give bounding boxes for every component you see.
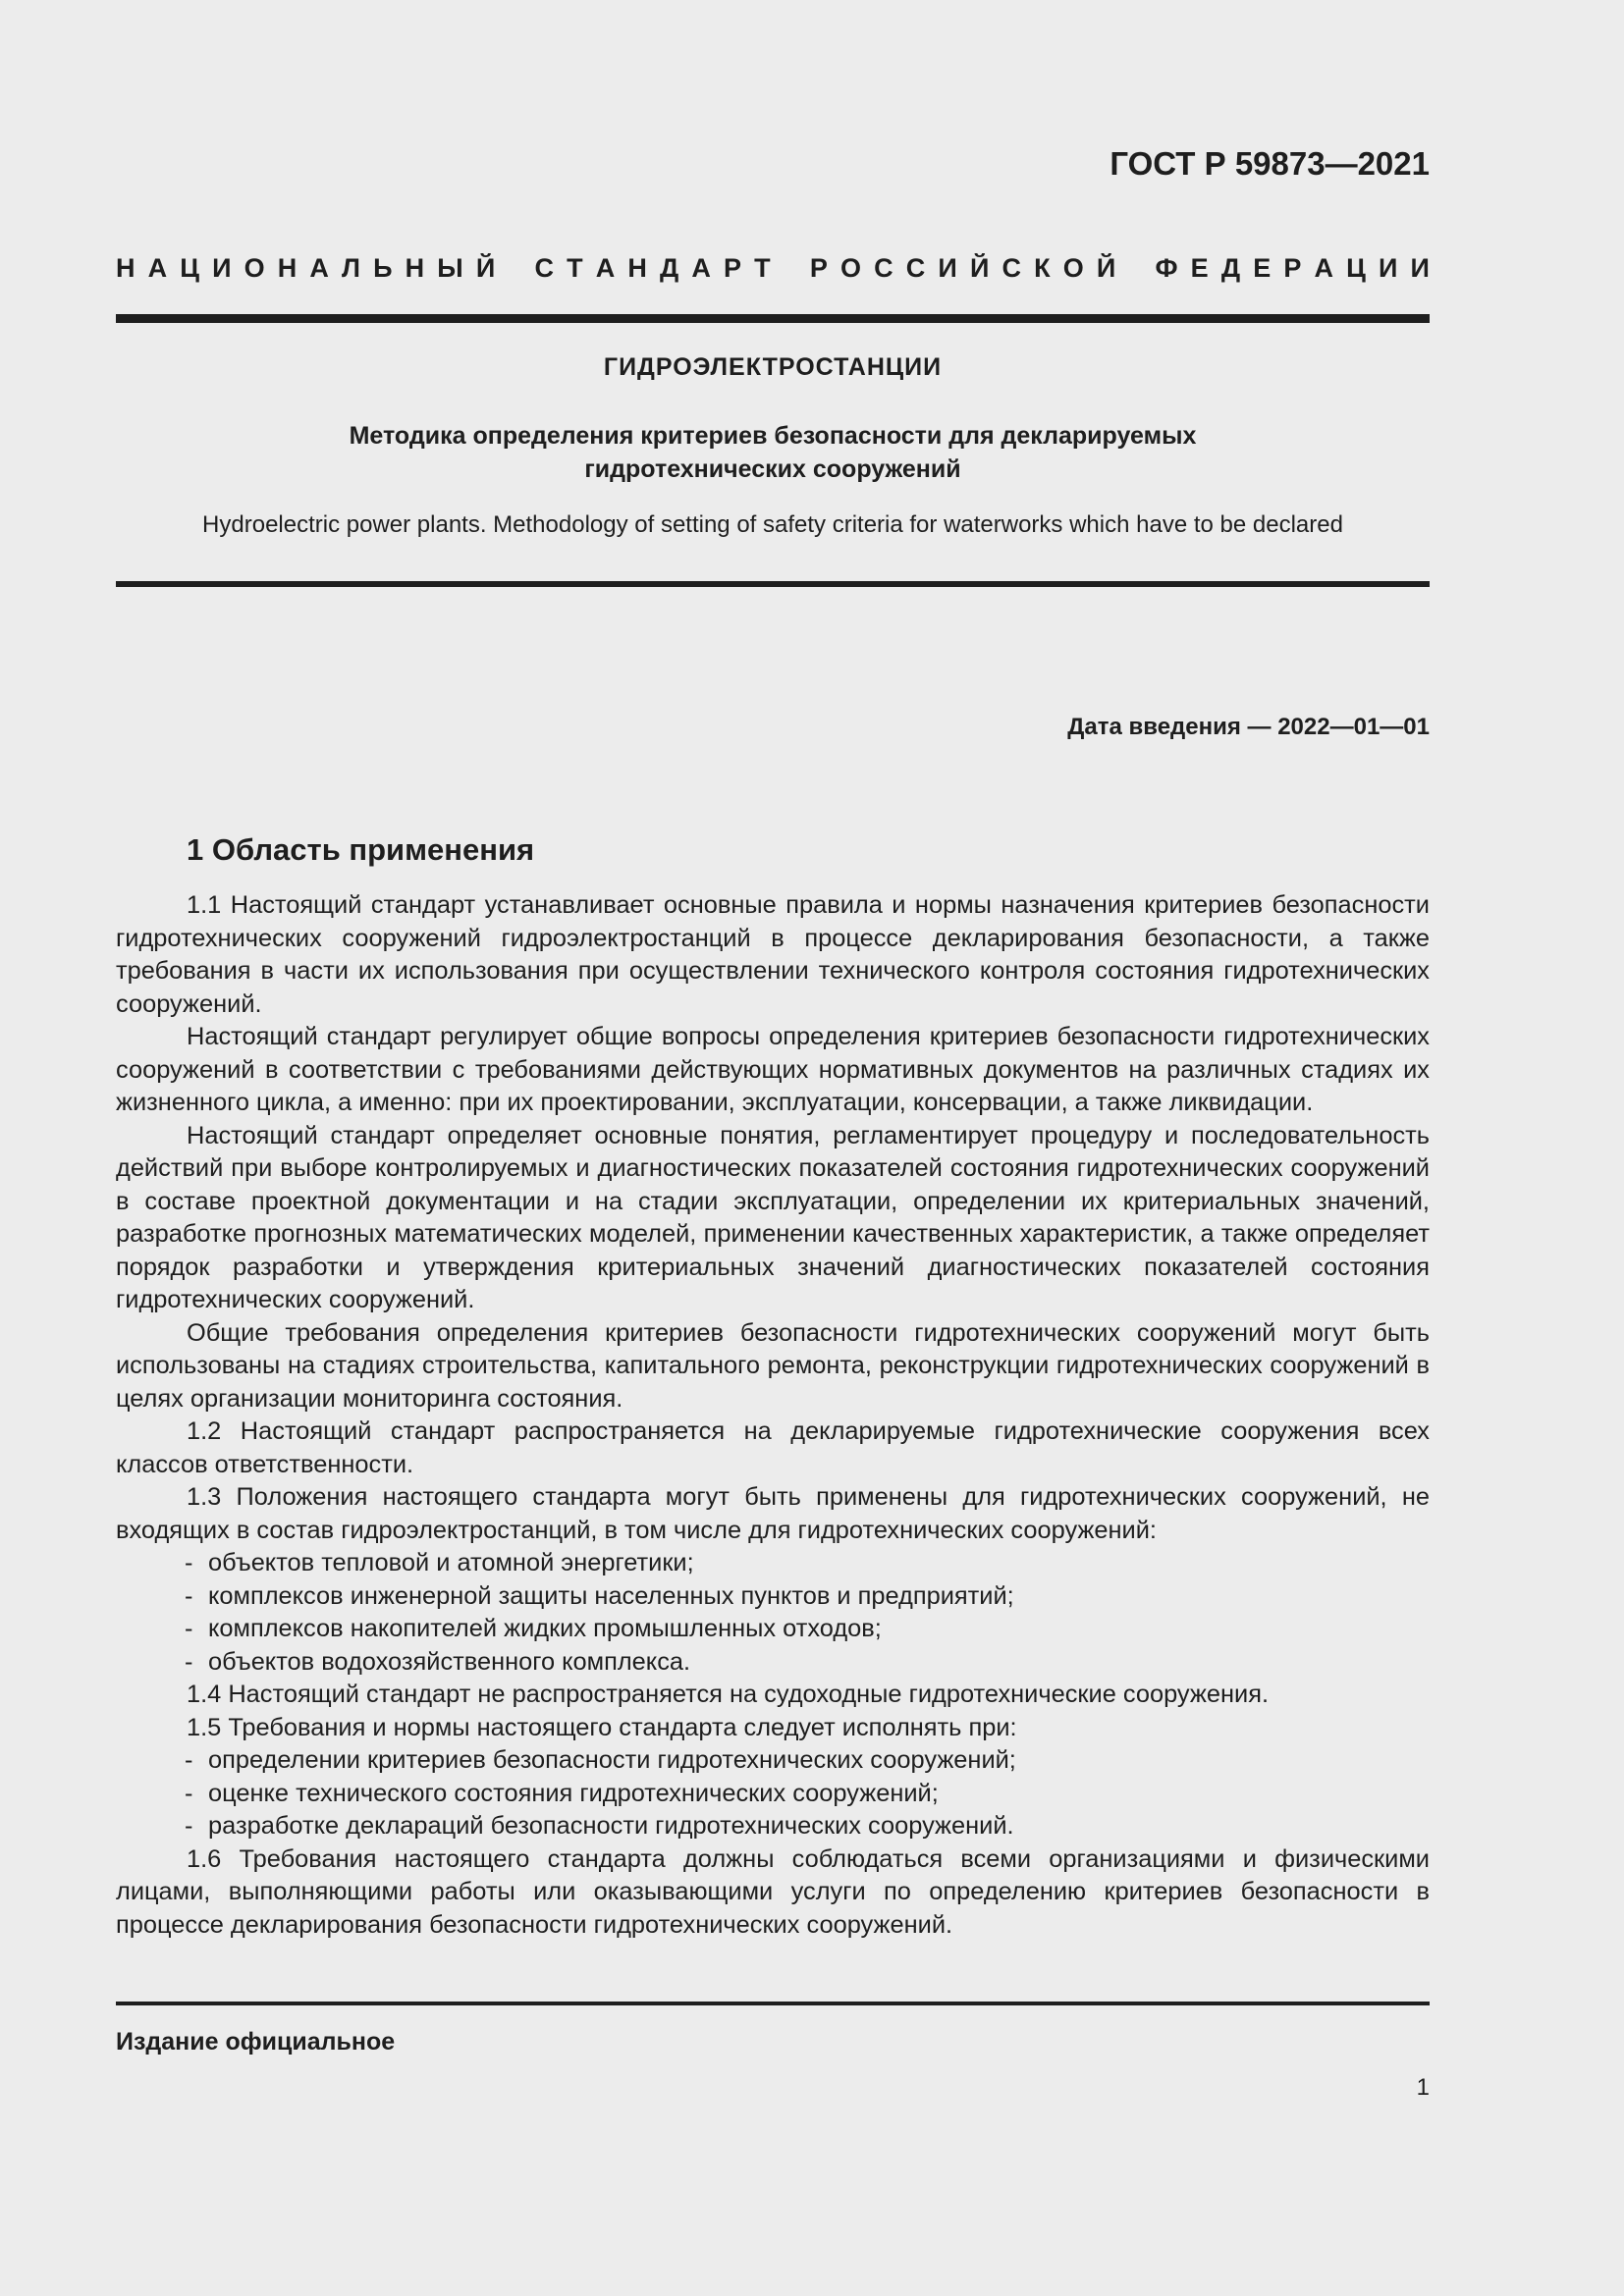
list-item: - оценке технического состояния гидротехнических сооружений; — [116, 1778, 1430, 1811]
top-thick-rule — [116, 314, 1430, 323]
list-item: - объектов водохозяйственного комплекса. — [116, 1646, 1430, 1680]
dash-marker: - — [185, 1581, 193, 1610]
section-heading: 1 Область применения — [187, 832, 535, 867]
paragraph-1-4: 1.4 Настоящий стандарт не распространяется на судоходные гидротехнические сооружения. — [187, 1681, 1270, 1708]
list-item: - определении критериев безопасности гидротехнических сооружений; — [116, 1744, 1430, 1778]
document-title: ГИДРОЭЛЕКТРОСТАНЦИИ — [603, 353, 943, 381]
list-item: - комплексов инженерной защиты населенных пунктов и предприятий; — [116, 1580, 1430, 1614]
footer-rule — [116, 2002, 1430, 2005]
subtitle-line-2: гидротехнических сооружений — [584, 455, 961, 483]
list-item: - комплексов накопителей жидких промышленных отходов; — [116, 1613, 1430, 1646]
dash-marker: - — [185, 1746, 193, 1774]
title-bottom-rule — [116, 581, 1430, 587]
national-standard-banner: Н А Ц И О Н А Л Ь Н Ы Й С Т А Н Д А Р Т Р О С С И Й С К О Й Ф Е Д Е Р А Ц И И — [116, 253, 1430, 283]
list-item: - объектов тепловой и атомной энергетики; — [116, 1547, 1430, 1580]
paragraph-1-1: 1.1 Настоящий стандарт устанавливает основные правила и нормы назначения критериев безопасности гидротехнических сооружений гидроэлектростанций в процессе декларирования безопасности, а также требования в части их использования при осуществлении технического контроля состояния гидротехнических сооружений. — [116, 891, 1430, 1018]
paragraph-1-2: 1.2 Настоящий стандарт распространяется на декларируемые гидротехнические сооружения всех классов ответственности. — [116, 1417, 1430, 1478]
official-edition-label: Издание официальное — [116, 2028, 396, 2056]
paragraph: Настоящий стандарт регулирует общие вопросы определения критериев безопасности гидротехнических сооружений в соответствии с требованиями действующих нормативных документов на различных стадиях их жизненного цикла, а именно: при их проектировании, эксплуатации, консервации, а также ликвидации. — [116, 1023, 1430, 1116]
dash-marker: - — [185, 1779, 193, 1807]
paragraph-1-6: 1.6 Требования настоящего стандарта должны соблюдаться всеми организациями и физическими лицами, выполняющими работы или оказывающими услуги по определению критериев безопасности в процессе декларирования безопасности гидротехнических сооружений. — [116, 1844, 1430, 1939]
list-item: - разработке деклараций безопасности гидротехнических сооружений. — [116, 1810, 1430, 1843]
dash-marker: - — [185, 1549, 193, 1576]
paragraph: Настоящий стандарт определяет основные понятия, регламентирует процедуру и последовательность действий при выборе контролируемых и диагностических показателей состояния гидротехнических сооружений в составе проектной документации и на стадии эксплуатации, определении их критериальных значений, разработке прогнозных математических моделей, применении качественных характеристик, а также определяет порядок разработки и утверждения критериальных значений диагностических показателей состояния гидротехнических сооружений. — [116, 1121, 1430, 1313]
document-number: ГОСТ Р 59873—2021 — [1110, 145, 1430, 182]
dash-marker: - — [185, 1615, 193, 1642]
subtitle-line-1: Методика определения критериев безопасности для декларируемых — [349, 422, 1197, 450]
paragraph: Общие требования определения критериев безопасности гидротехнических сооружений могут быть использованы на стадиях строительства, капитального ремонта, реконструкции гидротехнических сооружений в целях организации мониторинга состояния. — [116, 1318, 1430, 1413]
document-subtitle — [116, 419, 1430, 486]
dash-marker: - — [185, 1812, 193, 1840]
section-body — [116, 889, 1430, 1942]
introduction-date: Дата введения — 2022—01—01 — [1067, 714, 1430, 740]
paragraph-1-3: 1.3 Положения настоящего стандарта могут быть применены для гидротехнических сооружений, не входящих в состав гидроэлектростанций, в том числе для гидротехнических сооружений: — [116, 1483, 1430, 1544]
page-number: 1 — [1416, 2074, 1430, 2101]
english-title: Hydroelectric power plants. Methodology of setting of safety criteria for waterworks which have to be declared — [202, 511, 1343, 538]
document-page — [116, 0, 1430, 2296]
paragraph-1-5: 1.5 Требования и нормы настоящего стандарта следует исполнять при: — [187, 1713, 1017, 1741]
dash-marker: - — [185, 1647, 193, 1676]
